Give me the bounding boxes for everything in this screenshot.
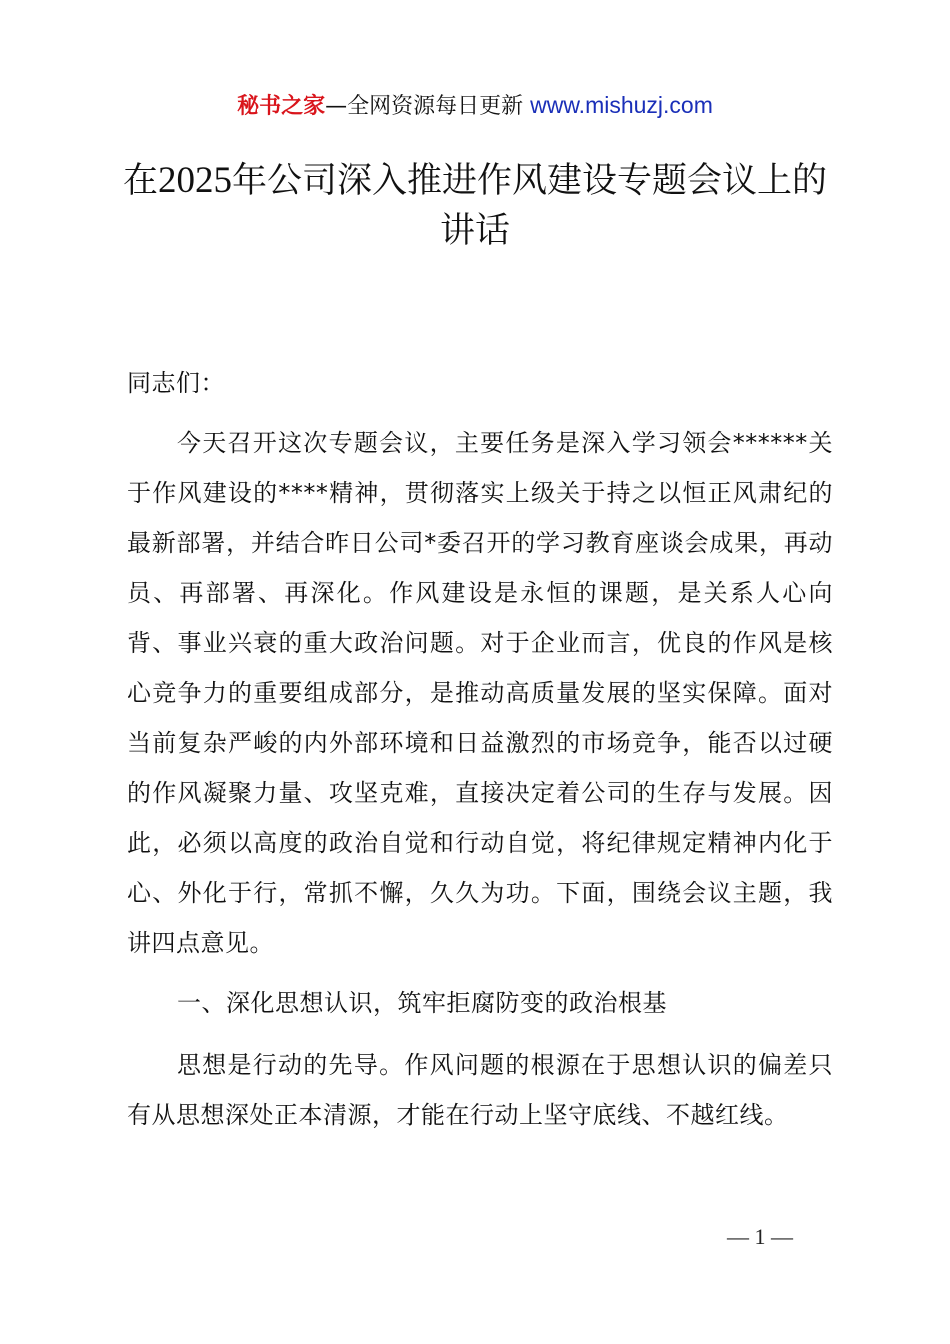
paragraph-opening: 今天召开这次专题会议，主要任务是深入学习领会******关于作风建设的****精神，贯彻落实上级关于持之以恒正风肃纪的最新部署，并结合昨日公司*委召开的学习教育座谈会成果，再动员、再部署、再深化。作风建设是永恒的课题，是关系人心向背、事业兴衰的重大政治问题。对于企业而言，优良的作风是核心竞争力的重要组成部分，是推动高质量发展的坚实保障。面对当前复杂严峻的内外部环境和日益激烈的市场竞争，能否以过硬的作风凝聚力量、攻坚克难，直接决定着公司的生存与发展。因此，必须以高度的政治自觉和行动自觉，将纪律规定精神内化于心、外化于行，常抓不懈，久久为功。下面，围绕会议主题，我讲四点意见。 <box>127 429 833 957</box>
salutation: 同志们： <box>127 369 225 397</box>
title-prefix: 在 <box>122 161 158 201</box>
title-rest: 年公司深入推进作风建设专题会议上的讲话 <box>232 161 828 251</box>
site-header <box>0 88 950 124</box>
document-title <box>110 156 840 256</box>
section-heading-1: 一、深化思想认识，筑牢拒腐防变的政治根基 <box>177 989 667 1017</box>
title-year: 2025 <box>158 160 232 201</box>
website-link[interactable]: www.mishuzj.com <box>530 92 713 118</box>
page-number: — 1 — <box>727 1224 793 1249</box>
brand-name: 秘书之家 <box>237 94 326 119</box>
paragraph-section-1: 思想是行动的先导。作风问题的根源在于思想认识的偏差只有从思想深处正本清源，才能在行动上坚守底线、不越红线。 <box>127 1051 833 1129</box>
header-tagline: —全网资源每日更新 <box>325 94 524 119</box>
